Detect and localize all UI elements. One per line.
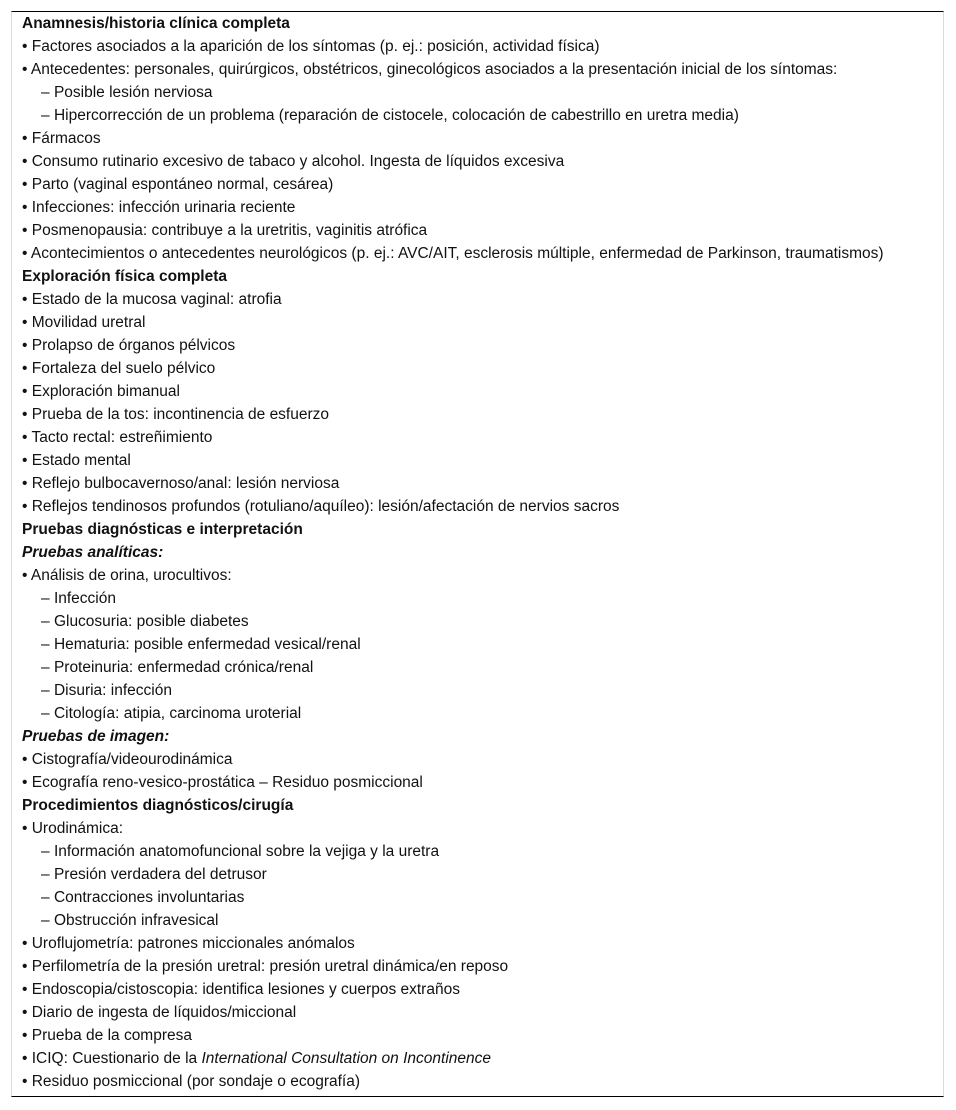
bullet-marker: • <box>22 314 32 331</box>
sub-list-item <box>22 886 937 909</box>
section-heading-pruebas: Pruebas diagnósticas e interpretación <box>22 521 303 538</box>
bullet-marker: • <box>22 245 31 262</box>
bullet-marker: • <box>22 130 32 147</box>
sub-list-item-text: Información anatomofuncional sobre la vejiga y la uretra <box>53 843 440 860</box>
list-item-text: Ecografía reno-vesico-prostática – Residuo posmiccional <box>31 774 423 791</box>
list-item <box>22 932 937 955</box>
dash-marker: – <box>41 682 54 699</box>
list-item-text: Uroflujometría: patrones miccionales anómalos <box>31 935 355 952</box>
sub-list-item <box>22 633 937 656</box>
list-item <box>22 150 937 173</box>
bullet-marker: • <box>22 61 31 78</box>
bullet-marker: • <box>22 406 32 423</box>
list-item-text: Reflejos tendinosos profundos (rotuliano/aquíleo): lesión/afectación de nervios sacros <box>31 498 620 515</box>
sub-list-item <box>22 81 937 104</box>
sub-list-item-text: Infección <box>53 590 116 607</box>
sub-list-item-text: Posible lesión nerviosa <box>53 84 213 101</box>
list-item <box>22 564 937 587</box>
sub-list-item <box>22 679 937 702</box>
list-item <box>22 35 937 58</box>
list-item <box>22 495 937 518</box>
list-item <box>22 242 937 265</box>
section-heading-procedimientos: Procedimientos diagnósticos/cirugía <box>22 797 294 814</box>
bullet-marker: • <box>22 475 32 492</box>
bullet-marker: • <box>22 567 31 584</box>
list-item-text: Fármacos <box>31 130 101 147</box>
list-item-text: Residuo posmiccional (por sondaje o ecografía) <box>31 1073 360 1090</box>
bullet-marker: • <box>22 1004 32 1021</box>
dash-marker: – <box>41 889 54 906</box>
list-item <box>22 58 937 81</box>
list-item <box>22 748 937 771</box>
bullet-marker: • <box>22 1027 32 1044</box>
list-item <box>22 1024 937 1047</box>
sub-list-item-text: Presión verdadera del detrusor <box>53 866 267 883</box>
list-item <box>22 955 937 978</box>
sub-list-item-text: Hematuria: posible enfermedad vesical/renal <box>53 636 361 653</box>
list-item <box>22 196 937 219</box>
bullet-marker: • <box>22 958 32 975</box>
list-item <box>22 817 937 840</box>
list-item <box>22 380 937 403</box>
list-item-text: Posmenopausia: contribuye a la uretritis, vaginitis atrófica <box>31 222 428 239</box>
list-item-text: Diario de ingesta de líquidos/miccional <box>31 1004 297 1021</box>
section-heading-anamnesis: Anamnesis/historia clínica completa <box>22 15 290 32</box>
dash-marker: – <box>41 636 54 653</box>
dash-marker: – <box>41 613 54 630</box>
sub-list-item <box>22 909 937 932</box>
bullet-marker: • <box>22 981 32 998</box>
list-item-text: Urodinámica: <box>31 820 124 837</box>
bullet-marker: • <box>22 199 32 216</box>
table-content <box>22 12 937 1093</box>
dash-marker: – <box>41 659 54 676</box>
bullet-marker: • <box>22 291 32 308</box>
list-item-text: Acontecimientos o antecedentes neurológicos (p. ej.: AVC/AIT, esclerosis múltiple, enfermedad de Parkinson, traumatismos) <box>30 245 884 262</box>
bullet-marker: • <box>22 360 32 377</box>
list-item-text: Análisis de orina, urocultivos: <box>30 567 232 584</box>
list-item-text: Perfilometría de la presión uretral: presión uretral dinámica/en reposo <box>31 958 509 975</box>
dash-marker: – <box>41 107 54 124</box>
list-item-text: Endoscopia/cistoscopia: identifica lesiones y cuerpos extraños <box>31 981 460 998</box>
list-item-text: Factores asociados a la aparición de los síntomas (p. ej.: posición, actividad física) <box>31 38 600 55</box>
list-item-text: Prueba de la compresa <box>31 1027 192 1044</box>
list-item-text: Estado mental <box>31 452 131 469</box>
list-item <box>22 288 937 311</box>
bullet-marker: • <box>22 383 32 400</box>
list-item-text: Reflejo bulbocavernoso/anal: lesión nerviosa <box>31 475 340 492</box>
dash-marker: – <box>41 912 54 929</box>
list-item-text: Exploración bimanual <box>31 383 180 400</box>
bullet-marker: • <box>22 498 32 515</box>
dash-marker: – <box>41 84 54 101</box>
sub-list-item <box>22 587 937 610</box>
list-item-text-italic: International Consultation on Incontinence <box>201 1050 492 1067</box>
bullet-marker: • <box>22 38 32 55</box>
list-item <box>22 1070 937 1093</box>
bullet-marker: • <box>22 935 32 952</box>
sub-list-item-text: Contracciones involuntarias <box>53 889 245 906</box>
list-item-text: Estado de la mucosa vaginal: atrofia <box>31 291 282 308</box>
dash-marker: – <box>41 705 54 722</box>
sub-list-item-text: Glucosuria: posible diabetes <box>53 613 249 630</box>
bullet-marker: • <box>22 337 32 354</box>
sub-list-item-text: Disuria: infección <box>53 682 172 699</box>
list-item <box>22 311 937 334</box>
bullet-marker: • <box>22 222 32 239</box>
clinical-evaluation-table <box>11 11 944 1097</box>
bullet-marker: • <box>22 429 32 446</box>
bullet-marker: • <box>22 820 32 837</box>
list-item <box>22 771 937 794</box>
sub-list-item-text: Proteinuria: enfermedad crónica/renal <box>53 659 314 676</box>
bullet-marker: • <box>22 751 32 768</box>
list-item-text: Infecciones: infección urinaria reciente <box>31 199 296 216</box>
list-item-text: Prolapso de órganos pélvicos <box>31 337 236 354</box>
sub-list-item <box>22 863 937 886</box>
bullet-marker: • <box>22 452 32 469</box>
sub-list-item-text: Citología: atipia, carcinoma uroterial <box>53 705 302 722</box>
dash-marker: – <box>41 866 54 883</box>
list-item <box>22 1047 937 1070</box>
sub-list-item-text: Hipercorrección de un problema (reparación de cistocele, colocación de cabestrillo en uretra media) <box>53 107 739 124</box>
sub-list-item <box>22 104 937 127</box>
bullet-marker: • <box>22 153 32 170</box>
list-item <box>22 449 937 472</box>
list-item-text-prefix: ICIQ: Cuestionario de la <box>31 1050 202 1067</box>
list-item <box>22 357 937 380</box>
sub-list-item <box>22 656 937 679</box>
list-item <box>22 472 937 495</box>
list-item-text: Fortaleza del suelo pélvico <box>31 360 216 377</box>
list-item <box>22 978 937 1001</box>
sub-list-item <box>22 702 937 725</box>
list-item-text: Cistografía/videourodinámica <box>31 751 233 768</box>
list-item <box>22 403 937 426</box>
list-item-text: Movilidad uretral <box>31 314 146 331</box>
list-item-text: Parto (vaginal espontáneo normal, cesárea) <box>31 176 334 193</box>
list-item <box>22 334 937 357</box>
bullet-marker: • <box>22 1073 32 1090</box>
subsection-heading-analiticas: Pruebas analíticas: <box>22 544 164 561</box>
list-item-text: Tacto rectal: estreñimiento <box>31 429 213 446</box>
list-item <box>22 127 937 150</box>
subsection-heading-imagen: Pruebas de imagen: <box>22 728 170 745</box>
dash-marker: – <box>41 843 54 860</box>
list-item <box>22 219 937 242</box>
list-item-text: Antecedentes: personales, quirúrgicos, obstétricos, ginecológicos asociados a la presentación inicial de los síntomas: <box>30 61 838 78</box>
bullet-marker: • <box>22 774 32 791</box>
list-item <box>22 426 937 449</box>
dash-marker: – <box>41 590 54 607</box>
bullet-marker: • <box>22 1050 32 1067</box>
sub-list-item <box>22 840 937 863</box>
section-heading-exploracion: Exploración física completa <box>22 268 228 285</box>
list-item <box>22 173 937 196</box>
sub-list-item-text: Obstrucción infravesical <box>53 912 219 929</box>
sub-list-item <box>22 610 937 633</box>
list-item-text: Consumo rutinario excesivo de tabaco y alcohol. Ingesta de líquidos excesiva <box>31 153 565 170</box>
list-item <box>22 1001 937 1024</box>
list-item-text: Prueba de la tos: incontinencia de esfuerzo <box>31 406 330 423</box>
bullet-marker: • <box>22 176 32 193</box>
